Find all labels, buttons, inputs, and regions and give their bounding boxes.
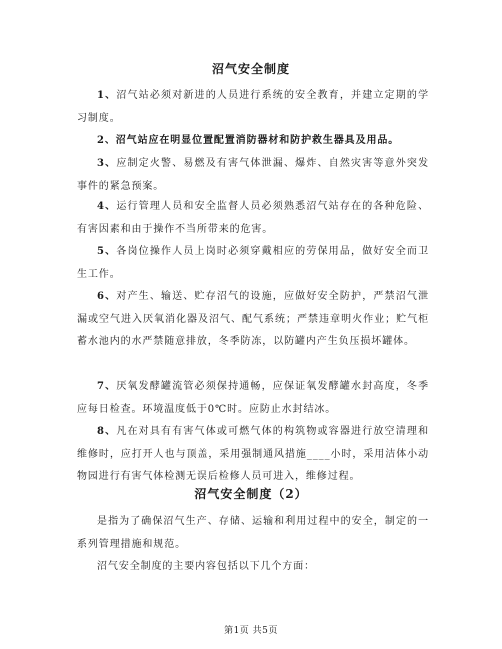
rule-8 [77,421,429,489]
rule-1-text: 沼气站必须对新进的人员进行系统的安全教育，并建立定期的学习制度。 [77,90,429,124]
rule-6-text: 对产生、输送、贮存沼气的设施，应做好安全防护，严禁沼气泄漏或空气进入厌氧消化器及沼气、配气系统；严禁违章明火作业；贮气柜蓄水池内的水严禁随意排放，冬季防冻，以防罐内产生负压损坏罐体。 [77,291,429,347]
rule-4 [77,196,429,241]
rule-4-text: 运行管理人员和安全监督人员必须熟悉沼气站存在的各种危险、有害因素和由于操作不当所带来的危害。 [77,201,429,235]
rule-5-text: 各岗位操作人员上岗时必须穿戴相应的劳保用品，做好安全而卫生工作。 [77,246,429,280]
page-footer: 第1页 共5页 [224,626,278,636]
rule-7-number: 7、 [97,381,117,392]
rule-7-text: 厌氧发酵罐流管必须保持通畅，应保证氧发酵罐水封高度，冬季应每日检查。环境温度低于0℃时。应防止水封结冰。 [77,381,429,415]
section-2-paragraph-2: 沼气安全制度的主要内容包括以下几个方面： [97,561,315,572]
section-2-title: 沼气安全制度（2） [194,487,308,501]
rule-5 [77,241,429,286]
rule-6-number: 6、 [97,291,117,302]
rule-1 [77,85,429,130]
rule-2 [77,130,429,153]
section-2-paragraph-1: 是指为了确保沼气生产、存储、运输和利用过程中的安全，制定的一系列管理措施和规范。 [77,516,429,550]
rule-7 [77,376,429,421]
rule-3 [77,153,429,198]
rule-2-text: 沼气站应在明显位置配置消防器材和防护救生器具及用品。 [115,135,400,146]
rule-8-number: 8、 [97,426,117,437]
rule-3-number: 3、 [97,158,117,169]
rule-6 [77,286,429,354]
rule-5-number: 5、 [97,246,117,257]
rule-2-number: 2、 [97,135,116,146]
document-title: 沼气安全制度 [211,62,290,76]
rule-8-text: 凡在对具有有害气体或可燃气体的构筑物或容器进行放空清理和维修时，应打开人也与顶盖，采用强制通风措施____小时，采用洁体小动物园进行有害气体检测无误后检修人员可进入，维修过程。 [77,426,429,482]
rule-4-number: 4、 [97,201,117,212]
rule-1-number: 1、 [97,90,117,101]
rule-3-text: 应制定火警、易燃及有害气体泄漏、爆炸、自然灾害等意外突发事件的紧急预案。 [77,158,429,192]
